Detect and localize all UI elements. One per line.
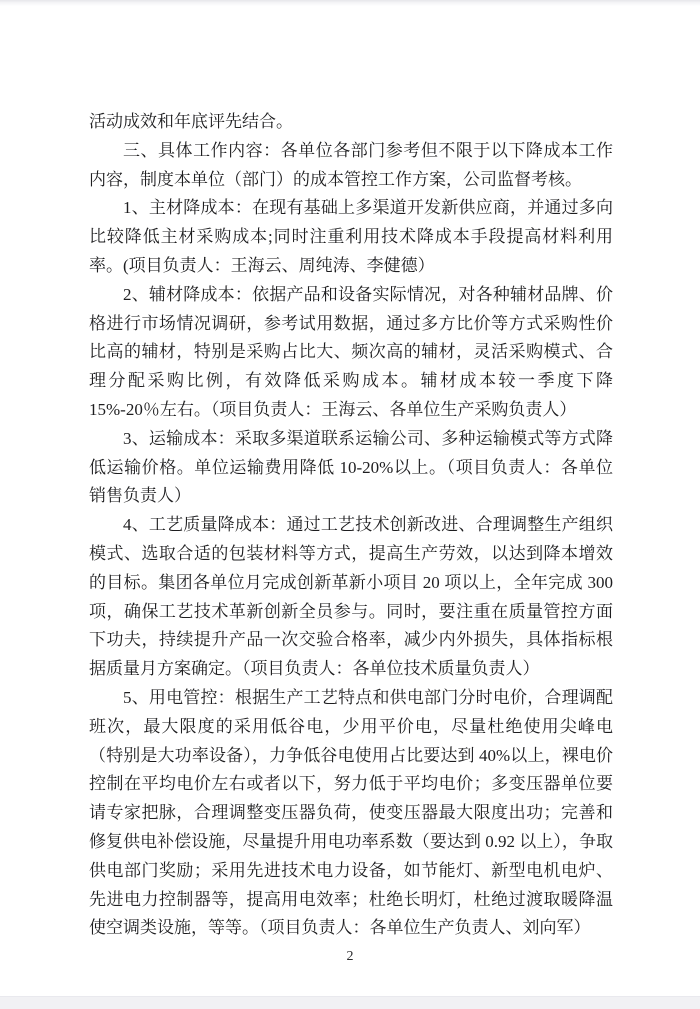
paragraph: 3、运输成本：采取多渠道联系运输公司、多种运输模式等方式降低运输价格。单位运输费用降低 10-20%以上。（项目负责人：各单位销售负责人） [89, 428, 613, 506]
paragraph: 4、工艺质量降成本：通过工艺技术创新改进、合理调整生产组织模式、选取合适的包装材料等方式，提高生产劳效，以达到降本增效的目标。集团各单位月完成创新革新小项目 20 项以上，全年完成 300 项，确保工艺技术革新创新全员参与。同时，要注重在质量管控方面下功夫，持续提升产品一次交验合格率，减少内外损失，具体指标根据质量月方案确定。（项目负责人：各单位技术质量负责人） [89, 515, 613, 679]
page-bottom-edge [0, 996, 700, 1009]
document-body [89, 108, 613, 943]
paragraph: 2、辅材降成本：依据产品和设备实际情况，对各种辅材品牌、价格进行市场情况调研，参考试用数据，通过多方比价等方式采购性价比高的辅材，特别是采购占比大、频次高的辅材，灵活采购模式、合理分配采购比例，有效降低采购成本。辅材成本较一季度下降 15%-20％左右。（项目负责人：王海云、各单位生产采购负责人） [89, 284, 613, 419]
paragraph: 1、主材降成本：在现有基础上多渠道开发新供应商，并通过多向比较降低主材采购成本;同时注重利用技术降成本手段提高材料利用率。(项目负责人：王海云、周纯涛、李健德） [89, 198, 613, 275]
page-number: 2 [346, 949, 354, 964]
paragraph: 三、具体工作内容：各单位各部门参考但不限于以下降成本工作内容，制度本单位（部门）的成本管控工作方案，公司监督考核。 [89, 140, 613, 189]
paragraph: 活动成效和年底评先结合。 [89, 112, 293, 131]
paragraph: 5、用电管控：根据生产工艺特点和供电部门分时电价，合理调配班次，最大限度的采用低谷电，少用平价电，尽量杜绝使用尖峰电（特别是大功率设备），力争低谷电使用占比要达到 40%以上，裸电价控制在平均电价左右或者以下，努力低于平均电价；多变压器单位要请专家把脉，合理调整变压器负荷，使变压器最大限度出功；完善和修复供电补偿设施，尽量提升用电功率系数（要达到 0.92 以上），争取供电部门奖励；采用先进技术电力设备，如节能灯、新型电机电炉、先进电力控制器等，提高用电效率；杜绝长明灯，杜绝过渡取暖降温使空调类设施，等等。（项目负责人：各单位生产负责人、刘向军） [89, 687, 613, 938]
page-top-edge [0, 0, 700, 6]
